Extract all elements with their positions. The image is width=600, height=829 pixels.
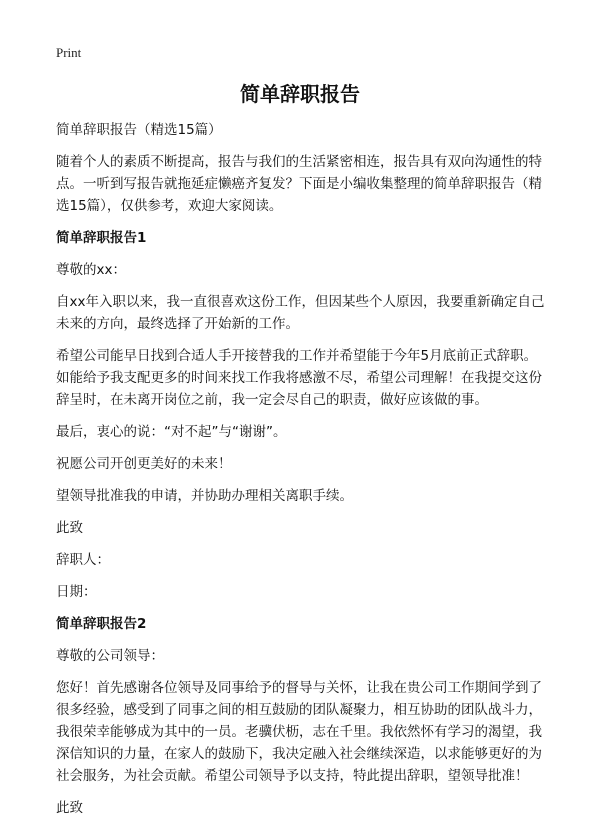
body-paragraph: 您好！首先感谢各位领导及同事给予的督导与关怀，让我在贵公司工作期间学到了很多经验，感受到了同事之间的相互鼓励的团队凝聚力，相互协助的团队战斗力，我很荣幸能够成为其中的一员。老骥伏枥，志在千里。我依然怀有学习的渴望，我深信知识的力量，在家人的鼓励下，我决定融入社会继续深造，以求能够更好的为社会服务，为社会贡献。希望公司领导予以支持，特此提出辞职，望领导批准！ (56, 680, 542, 784)
closing: 此致 (56, 800, 83, 816)
body-paragraph: 希望公司能早日找到合适人手开接替我的工作并希望能于今年5月底前正式辞职。如能给予我支配更多的时间来找工作我将感激不尽，希望公司理解！在我提交这份辞呈时，在未离开岗位之前，我一定会尽自己的职责，做好应该做的事。 (56, 348, 542, 408)
page-title: 简单辞职报告 (240, 82, 360, 106)
date-label: 日期： (56, 584, 97, 600)
body-paragraph: 最后，衷心的说：“对不起”与“谢谢”。 (56, 424, 287, 440)
signature-label: 辞职人： (56, 552, 110, 568)
document-body (56, 119, 550, 829)
closing: 此致 (56, 520, 83, 536)
section-heading: 简单辞职报告1 (56, 230, 147, 246)
section-heading: 简单辞职报告2 (56, 616, 147, 632)
body-paragraph: 祝愿公司开创更美好的未来！ (56, 456, 232, 472)
body-paragraph: 望领导批准我的申请，并协助办理相关离职手续。 (56, 488, 353, 504)
print-link[interactable]: Print (56, 45, 82, 60)
salutation: 尊敬的xx： (56, 262, 126, 278)
salutation: 尊敬的公司领导： (56, 648, 164, 664)
body-paragraph: 自xx年入职以来，我一直很喜欢这份工作，但因某些个人原因，我要重新确定自己未来的方向，最终选择了开始新的工作。 (56, 294, 545, 332)
intro-paragraph: 随着个人的素质不断提高，报告与我们的生活紧密相连，报告具有双向沟通性的特点。一听到写报告就拖延症懒癌齐复发？下面是小编收集整理的简单辞职报告（精选15篇），仅供参考，欢迎大家阅读。 (56, 154, 542, 214)
document-subtitle: 简单辞职报告（精选15篇） (56, 122, 222, 138)
